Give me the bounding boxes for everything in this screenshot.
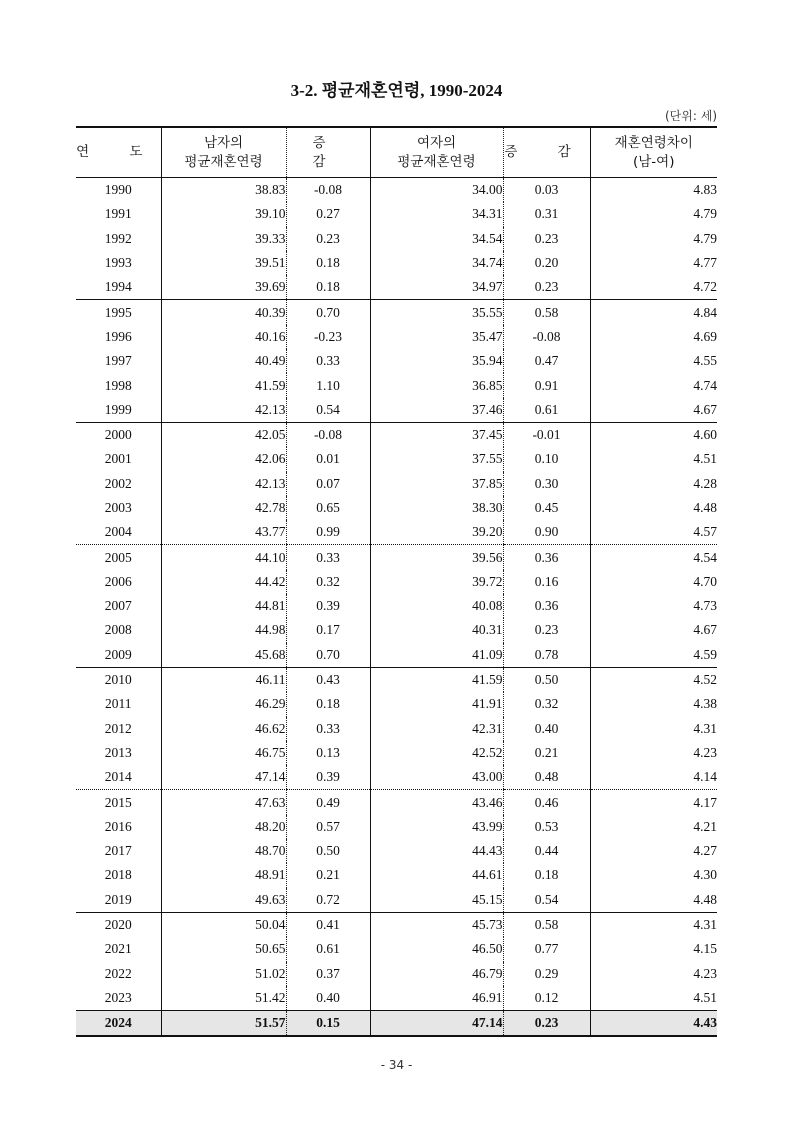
cell-year: 2011	[105, 696, 132, 712]
cell-year: 2006	[104, 573, 132, 589]
cell-female-age: 39.72	[370, 570, 503, 594]
cell-female-change: 0.40	[503, 717, 590, 741]
cell-age-difference: 4.74	[590, 373, 717, 397]
page-number: - 34 -	[380, 1058, 413, 1072]
cell-female-age: 34.00	[370, 178, 503, 203]
cell-year: 1994	[76, 275, 161, 300]
cell-male-change: 0.41	[286, 912, 370, 937]
cell-year: 2017	[104, 843, 132, 859]
cell-age-difference: 4.43	[590, 1011, 717, 1037]
cell-year: 2015	[104, 794, 132, 810]
cell-age-difference: 4.27	[590, 839, 717, 863]
table-row	[76, 349, 717, 373]
cell-female-change: 0.44	[503, 839, 590, 863]
cell-year: 2020	[104, 917, 132, 933]
header-year: 연 도	[76, 144, 161, 160]
cell-female-change: 0.61	[503, 398, 590, 423]
cell-female-age: 34.54	[370, 227, 503, 251]
cell-female-change: -0.08	[503, 325, 590, 349]
cell-female-change: 0.03	[503, 178, 590, 203]
table-row	[76, 790, 717, 815]
table-row	[76, 300, 717, 325]
cell-male-age: 40.39	[161, 300, 286, 325]
cell-male-change: 1.10	[286, 373, 370, 397]
cell-male-change: 0.32	[286, 570, 370, 594]
cell-female-change: 0.32	[503, 692, 590, 716]
cell-age-difference: 4.51	[590, 986, 717, 1011]
cell-male-age: 45.68	[161, 643, 286, 668]
table-row	[76, 643, 717, 668]
cell-male-age: 50.65	[161, 937, 286, 961]
cell-male-age: 42.78	[161, 496, 286, 520]
cell-female-change: 0.53	[503, 815, 590, 839]
cell-male-age: 47.63	[161, 790, 286, 815]
cell-female-change: 0.10	[503, 447, 590, 471]
cell-male-age: 46.75	[161, 741, 286, 765]
table-row	[76, 962, 717, 986]
cell-female-age: 42.52	[370, 741, 503, 765]
cell-female-change: 0.36	[503, 545, 590, 570]
table-row	[76, 888, 717, 913]
cell-age-difference: 4.83	[590, 178, 717, 203]
cell-male-age: 44.81	[161, 594, 286, 618]
cell-female-age: 40.08	[370, 594, 503, 618]
cell-female-age: 34.74	[370, 251, 503, 275]
table-row	[76, 815, 717, 839]
cell-year: 2004	[76, 520, 161, 545]
table-row	[76, 937, 717, 961]
cell-age-difference: 4.23	[590, 962, 717, 986]
cell-male-age: 42.13	[161, 472, 286, 496]
cell-age-difference: 4.77	[590, 251, 717, 275]
cell-male-change: 0.33	[286, 545, 370, 570]
cell-male-age: 38.83	[161, 178, 286, 203]
cell-age-difference: 4.69	[590, 325, 717, 349]
cell-male-age: 42.13	[161, 398, 286, 423]
cell-age-difference: 4.60	[590, 422, 717, 447]
cell-year: 2000	[104, 427, 132, 443]
cell-male-change: 0.54	[286, 398, 370, 423]
cell-male-age: 41.59	[161, 373, 286, 397]
cell-female-change: 0.78	[503, 643, 590, 668]
cell-male-age: 44.10	[161, 545, 286, 570]
table-row	[76, 667, 717, 692]
cell-male-age: 39.51	[161, 251, 286, 275]
cell-female-age: 37.85	[370, 472, 503, 496]
table-row	[76, 912, 717, 937]
cell-female-age: 41.59	[370, 667, 503, 692]
header-female-age: 여자의 평균재혼연령	[370, 127, 503, 178]
cell-female-change: 0.46	[503, 790, 590, 815]
table-row	[76, 373, 717, 397]
cell-female-change: 0.30	[503, 472, 590, 496]
cell-male-change: -0.08	[286, 422, 370, 447]
cell-year: 2012	[104, 720, 132, 736]
table-row	[76, 472, 717, 496]
cell-year: 2019	[76, 888, 161, 913]
cell-male-change: 0.18	[286, 251, 370, 275]
cell-age-difference: 4.52	[590, 667, 717, 692]
cell-age-difference: 4.79	[590, 227, 717, 251]
cell-female-age: 40.31	[370, 618, 503, 642]
cell-female-change: 0.20	[503, 251, 590, 275]
cell-female-age: 38.30	[370, 496, 503, 520]
cell-male-change: 0.72	[286, 888, 370, 913]
table-row	[76, 520, 717, 545]
cell-male-change: 0.01	[286, 447, 370, 471]
cell-age-difference: 4.72	[590, 275, 717, 300]
cell-male-change: 0.40	[286, 986, 370, 1011]
cell-year: 2010	[104, 672, 132, 688]
cell-female-change: 0.16	[503, 570, 590, 594]
cell-age-difference: 4.48	[590, 496, 717, 520]
cell-female-age: 43.99	[370, 815, 503, 839]
cell-female-change: 0.12	[503, 986, 590, 1011]
cell-male-age: 46.62	[161, 717, 286, 741]
cell-year: 2002	[104, 475, 132, 491]
table-row	[76, 447, 717, 471]
cell-male-change: -0.08	[286, 178, 370, 203]
cell-male-change: 0.17	[286, 618, 370, 642]
table-row	[76, 251, 717, 275]
cell-male-change: 0.70	[286, 300, 370, 325]
cell-female-age: 44.43	[370, 839, 503, 863]
cell-male-change: 0.49	[286, 790, 370, 815]
cell-female-change: 0.18	[503, 863, 590, 887]
cell-male-age: 44.98	[161, 618, 286, 642]
cell-female-age: 37.45	[370, 422, 503, 447]
cell-male-age: 43.77	[161, 520, 286, 545]
cell-female-age: 35.47	[370, 325, 503, 349]
table-row	[76, 1011, 717, 1037]
cell-female-change: -0.01	[503, 422, 590, 447]
cell-female-change: 0.29	[503, 962, 590, 986]
cell-female-age: 36.85	[370, 373, 503, 397]
cell-age-difference: 4.59	[590, 643, 717, 668]
unit-label: (단위: 세)	[665, 109, 717, 123]
cell-age-difference: 4.38	[590, 692, 717, 716]
cell-age-difference: 4.57	[590, 520, 717, 545]
cell-year: 2001	[104, 451, 132, 467]
cell-year: 2009	[76, 643, 161, 668]
cell-age-difference: 4.30	[590, 863, 717, 887]
cell-year: 2016	[104, 818, 132, 834]
cell-female-change: 0.54	[503, 888, 590, 913]
cell-female-age: 43.00	[370, 765, 503, 790]
cell-male-change: 0.65	[286, 496, 370, 520]
table-row	[76, 496, 717, 520]
table-row	[76, 986, 717, 1011]
cell-year: 2005	[104, 549, 132, 565]
cell-year: 1998	[104, 377, 132, 393]
cell-female-change: 0.50	[503, 667, 590, 692]
cell-female-change: 0.47	[503, 349, 590, 373]
cell-female-change: 0.77	[503, 937, 590, 961]
cell-male-age: 44.42	[161, 570, 286, 594]
cell-female-change: 0.48	[503, 765, 590, 790]
cell-age-difference: 4.84	[590, 300, 717, 325]
cell-age-difference: 4.73	[590, 594, 717, 618]
table-row	[76, 202, 717, 226]
cell-male-change: 0.50	[286, 839, 370, 863]
table-row	[76, 570, 717, 594]
cell-age-difference: 4.54	[590, 545, 717, 570]
cell-year: 2003	[104, 500, 132, 515]
cell-year: 2023	[104, 989, 132, 1005]
cell-year: 1999	[76, 398, 161, 423]
cell-female-change: 0.91	[503, 373, 590, 397]
cell-year: 2008	[104, 622, 132, 638]
cell-year: 1990	[104, 182, 132, 198]
cell-female-age: 35.55	[370, 300, 503, 325]
table-row	[76, 275, 717, 300]
table-row	[76, 618, 717, 642]
cell-male-change: 0.43	[286, 667, 370, 692]
table-row	[76, 545, 717, 570]
cell-year: 2021	[104, 941, 132, 957]
cell-male-change: 0.39	[286, 765, 370, 790]
cell-male-age: 48.91	[161, 863, 286, 887]
table-row	[76, 863, 717, 887]
cell-female-change: 0.23	[503, 618, 590, 642]
cell-female-age: 46.50	[370, 937, 503, 961]
cell-female-age: 45.15	[370, 888, 503, 913]
cell-female-change: 0.58	[503, 912, 590, 937]
cell-female-age: 34.31	[370, 202, 503, 226]
table-row	[76, 594, 717, 618]
cell-year: 2013	[104, 744, 132, 760]
cell-male-age: 51.02	[161, 962, 286, 986]
cell-male-change: 0.39	[286, 594, 370, 618]
page-title: 3-2. 평균재혼연령, 1990-2024	[290, 81, 503, 100]
cell-female-age: 43.46	[370, 790, 503, 815]
cell-age-difference: 4.31	[590, 912, 717, 937]
cell-female-age: 35.94	[370, 349, 503, 373]
cell-male-age: 46.11	[161, 667, 286, 692]
cell-age-difference: 4.31	[590, 717, 717, 741]
cell-male-age: 46.29	[161, 692, 286, 716]
cell-female-change: 0.45	[503, 496, 590, 520]
cell-male-change: 0.33	[286, 717, 370, 741]
cell-male-change: 0.99	[286, 520, 370, 545]
cell-male-change: 0.18	[286, 275, 370, 300]
cell-female-age: 34.97	[370, 275, 503, 300]
cell-male-change: 0.37	[286, 962, 370, 986]
cell-female-age: 37.55	[370, 447, 503, 471]
cell-male-age: 42.06	[161, 447, 286, 471]
cell-age-difference: 4.51	[590, 447, 717, 471]
cell-male-age: 50.04	[161, 912, 286, 937]
remarriage-age-table	[76, 126, 717, 1037]
cell-age-difference: 4.15	[590, 937, 717, 961]
cell-female-change: 0.36	[503, 594, 590, 618]
table-row	[76, 839, 717, 863]
cell-female-age: 39.56	[370, 545, 503, 570]
cell-male-age: 51.57	[161, 1011, 286, 1037]
cell-male-change: 0.18	[286, 692, 370, 716]
cell-female-age: 41.91	[370, 692, 503, 716]
cell-male-age: 42.05	[161, 422, 286, 447]
cell-age-difference: 4.14	[590, 765, 717, 790]
cell-age-difference: 4.70	[590, 570, 717, 594]
cell-female-age: 46.79	[370, 962, 503, 986]
cell-year: 1995	[104, 304, 132, 320]
cell-female-age: 45.73	[370, 912, 503, 937]
table-row	[76, 741, 717, 765]
table-row	[76, 765, 717, 790]
cell-age-difference: 4.23	[590, 741, 717, 765]
cell-year: 2014	[76, 765, 161, 790]
cell-year: 2018	[104, 867, 132, 883]
cell-female-change: 0.90	[503, 520, 590, 545]
cell-male-age: 39.69	[161, 275, 286, 300]
cell-male-age: 39.10	[161, 202, 286, 226]
table-row	[76, 422, 717, 447]
table-row	[76, 717, 717, 741]
cell-male-change: 0.61	[286, 937, 370, 961]
header-male-age: 남자의 평균재혼연령	[161, 127, 286, 178]
cell-female-age: 39.20	[370, 520, 503, 545]
cell-female-change: 0.58	[503, 300, 590, 325]
cell-male-age: 40.49	[161, 349, 286, 373]
table-row	[76, 227, 717, 251]
table-row	[76, 325, 717, 349]
cell-age-difference: 4.28	[590, 472, 717, 496]
cell-male-change: 0.23	[286, 227, 370, 251]
cell-age-difference: 4.17	[590, 790, 717, 815]
table-row	[76, 692, 717, 716]
cell-year: 1997	[104, 353, 132, 369]
cell-female-age: 47.14	[370, 1011, 503, 1037]
table-row	[76, 398, 717, 423]
cell-year: 2024	[76, 1011, 161, 1037]
header-age-difference: 재혼연령차이 (남-여)	[590, 127, 717, 178]
cell-female-change: 0.23	[503, 275, 590, 300]
cell-female-age: 41.09	[370, 643, 503, 668]
cell-male-age: 51.42	[161, 986, 286, 1011]
cell-year: 2022	[104, 965, 132, 981]
cell-age-difference: 4.48	[590, 888, 717, 913]
cell-female-change: 0.31	[503, 202, 590, 226]
cell-female-change: 0.23	[503, 1011, 590, 1037]
cell-male-age: 39.33	[161, 227, 286, 251]
cell-male-change: 0.70	[286, 643, 370, 668]
cell-female-change: 0.21	[503, 741, 590, 765]
cell-year: 1993	[104, 255, 132, 271]
cell-age-difference: 4.67	[590, 398, 717, 423]
cell-female-change: 0.23	[503, 227, 590, 251]
cell-year: 1992	[104, 230, 132, 246]
cell-male-change: 0.57	[286, 815, 370, 839]
cell-female-age: 46.91	[370, 986, 503, 1011]
cell-age-difference: 4.21	[590, 815, 717, 839]
cell-male-change: 0.15	[286, 1011, 370, 1037]
cell-age-difference: 4.67	[590, 618, 717, 642]
cell-year: 1996	[104, 328, 132, 344]
header-female-change: 증 감	[503, 127, 590, 178]
cell-male-change: 0.27	[286, 202, 370, 226]
cell-age-difference: 4.55	[590, 349, 717, 373]
cell-age-difference: 4.79	[590, 202, 717, 226]
cell-male-change: 0.21	[286, 863, 370, 887]
cell-female-age: 44.61	[370, 863, 503, 887]
cell-male-age: 49.63	[161, 888, 286, 913]
cell-male-change: -0.23	[286, 325, 370, 349]
cell-male-age: 48.20	[161, 815, 286, 839]
cell-male-age: 48.70	[161, 839, 286, 863]
cell-male-change: 0.33	[286, 349, 370, 373]
cell-male-age: 47.14	[161, 765, 286, 790]
cell-male-change: 0.07	[286, 472, 370, 496]
cell-year: 2007	[104, 598, 132, 614]
cell-male-age: 40.16	[161, 325, 286, 349]
table-header-row	[76, 127, 717, 178]
cell-male-change: 0.13	[286, 741, 370, 765]
cell-female-age: 37.46	[370, 398, 503, 423]
header-male-change: 증 감	[286, 127, 370, 178]
table-row	[76, 178, 717, 203]
cell-female-age: 42.31	[370, 717, 503, 741]
cell-year: 1991	[104, 206, 132, 222]
